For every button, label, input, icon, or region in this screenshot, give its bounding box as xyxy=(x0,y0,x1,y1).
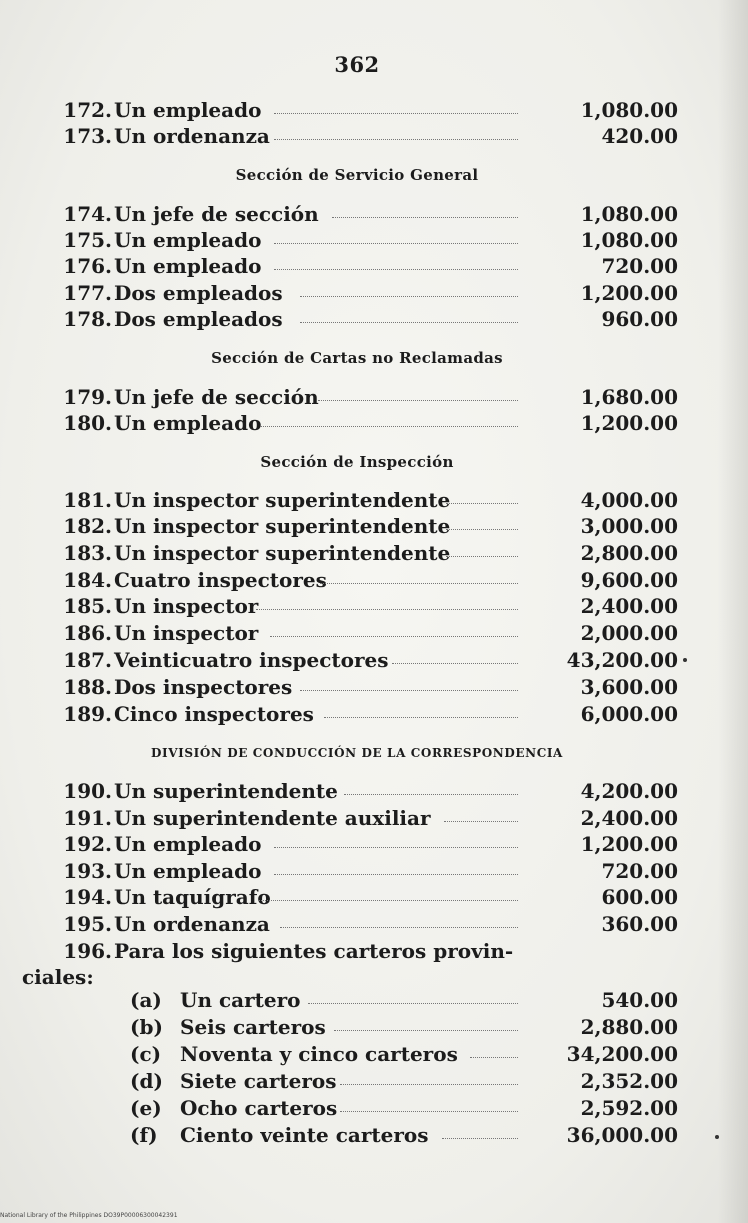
entry-number: 186. xyxy=(63,621,112,645)
entry-number: 177. xyxy=(63,281,112,305)
entry-description: Un ordenanza xyxy=(114,124,270,148)
dot-leader xyxy=(442,1138,518,1139)
entry-row xyxy=(52,912,678,938)
entry-amount: 960.00 xyxy=(601,307,678,331)
entry-description: Cinco inspectores xyxy=(114,702,314,726)
entry-description: Un inspector superintendente xyxy=(114,514,451,538)
entry-row xyxy=(52,806,678,832)
dot-leader xyxy=(258,900,518,901)
dot-leader xyxy=(334,1030,518,1031)
entry-number: 181. xyxy=(63,488,112,512)
entry-row xyxy=(52,307,678,333)
entry-number: 195. xyxy=(63,912,112,936)
sub-entry-amount: 2,592.00 xyxy=(580,1096,678,1120)
entry-row xyxy=(52,568,678,594)
entry-row xyxy=(52,702,678,728)
entry-row xyxy=(52,885,678,911)
dot-leader xyxy=(308,1003,518,1004)
entry-amount: 1,200.00 xyxy=(580,411,678,435)
sub-entry-description: Ocho carteros xyxy=(180,1096,338,1120)
entry-amount: 600.00 xyxy=(601,885,678,909)
entry-amount: 1,200.00 xyxy=(580,832,678,856)
entry-row-196 xyxy=(52,939,678,965)
sub-entry-letter: (b) xyxy=(130,1015,163,1039)
sub-entry-row xyxy=(52,1096,678,1122)
entry-row xyxy=(52,832,678,858)
dot-leader xyxy=(320,583,518,584)
sub-entry-letter: (d) xyxy=(130,1069,163,1093)
dot-leader xyxy=(392,663,518,664)
sub-entry-letter: (e) xyxy=(130,1096,162,1120)
section-heading: Sección de Servicio General xyxy=(235,166,479,184)
sub-entry-row xyxy=(52,1069,678,1095)
entry-row xyxy=(52,594,678,620)
entry-number: 188. xyxy=(63,675,112,699)
entry-row xyxy=(52,859,678,885)
entry-amount: 420.00 xyxy=(601,124,678,148)
sub-entry-description: Seis carteros xyxy=(180,1015,326,1039)
dot-leader xyxy=(446,529,518,530)
section-heading: Sección de Cartas no Reclamadas xyxy=(211,349,503,367)
print-speck xyxy=(683,658,687,662)
dot-leader xyxy=(318,400,518,401)
entry-amount: 1,680.00 xyxy=(580,385,678,409)
entry-number: 185. xyxy=(63,594,112,618)
dot-leader xyxy=(274,269,518,270)
entry-number: 193. xyxy=(63,859,112,883)
entry-amount: 3,600.00 xyxy=(580,675,678,699)
sub-entry-row xyxy=(52,1123,678,1149)
page-number: 362 xyxy=(334,52,380,77)
sub-entry-amount: 2,352.00 xyxy=(580,1069,678,1093)
entry-description: Un inspector xyxy=(114,594,259,618)
entry-amount: 720.00 xyxy=(601,254,678,278)
entry-number: 174. xyxy=(63,202,112,226)
entry-description: Veinticuatro inspectores xyxy=(114,648,389,672)
entry-amount: 1,080.00 xyxy=(580,202,678,226)
dot-leader xyxy=(446,556,518,557)
entry-description: Un superintendente auxiliar xyxy=(114,806,431,830)
dot-leader xyxy=(446,503,518,504)
entry-continuation: ciales: xyxy=(22,965,94,989)
entry-description: Un empleado xyxy=(114,228,262,252)
entry-description: Dos inspectores xyxy=(114,675,293,699)
sub-entry-row xyxy=(52,1042,678,1068)
dot-leader xyxy=(270,636,518,637)
entry-amount: 6,000.00 xyxy=(580,702,678,726)
entry-description: Para los siguientes carteros provin- xyxy=(114,939,514,963)
entry-number: 187. xyxy=(63,648,112,672)
sub-entry-row xyxy=(52,1015,678,1041)
entry-row xyxy=(52,621,678,647)
entry-description: Un empleado xyxy=(114,832,262,856)
dot-leader xyxy=(300,296,518,297)
entry-description: Un jefe de sección xyxy=(114,202,319,226)
entry-number: 173. xyxy=(63,124,112,148)
sub-entry-amount: 2,880.00 xyxy=(580,1015,678,1039)
sub-entry-row xyxy=(52,988,678,1014)
dot-leader xyxy=(274,874,518,875)
dot-leader xyxy=(280,927,518,928)
entry-number: 172. xyxy=(63,98,112,122)
entry-number: 194. xyxy=(63,885,112,909)
dot-leader xyxy=(340,1111,518,1112)
entry-description: Un inspector xyxy=(114,621,259,645)
entry-amount: 3,000.00 xyxy=(580,514,678,538)
sub-entry-letter: (c) xyxy=(130,1042,162,1066)
entry-row xyxy=(52,98,678,124)
entry-row xyxy=(52,281,678,307)
entry-number: 182. xyxy=(63,514,112,538)
entry-amount: 2,000.00 xyxy=(580,621,678,645)
entry-description: Un jefe de sección xyxy=(114,385,319,409)
entry-amount: 720.00 xyxy=(601,859,678,883)
entry-description: Dos empleados xyxy=(114,281,283,305)
entry-number: 184. xyxy=(63,568,112,592)
entry-number: 178. xyxy=(63,307,112,331)
entry-row xyxy=(52,648,678,674)
entry-description: Un ordenanza xyxy=(114,912,270,936)
entry-number: 180. xyxy=(63,411,112,435)
entry-number: 175. xyxy=(63,228,112,252)
entry-number: 183. xyxy=(63,541,112,565)
dot-leader xyxy=(300,690,518,691)
entry-row xyxy=(52,124,678,150)
dot-leader xyxy=(274,243,518,244)
scan-footer: National Library of the Philippines DO39P00006300042391 xyxy=(0,1212,178,1219)
dot-leader xyxy=(324,717,518,718)
sub-entry-description: Siete carteros xyxy=(180,1069,337,1093)
entry-number: 192. xyxy=(63,832,112,856)
entry-amount: 9,600.00 xyxy=(580,568,678,592)
entry-description: Un superintendente xyxy=(114,779,338,803)
entry-amount: 1,080.00 xyxy=(580,228,678,252)
dot-leader xyxy=(260,426,518,427)
entry-amount: 4,200.00 xyxy=(580,779,678,803)
sub-entry-description: Ciento veinte carteros xyxy=(180,1123,429,1147)
division-heading: DIVISIÓN DE CONDUCCIÓN DE LA CORRESPONDENCIA xyxy=(151,746,563,760)
entry-description: Dos empleados xyxy=(114,307,283,331)
entry-number: 196. xyxy=(63,939,112,963)
dot-leader xyxy=(274,847,518,848)
entry-row xyxy=(52,514,678,540)
entry-description: Un empleado xyxy=(114,859,262,883)
entry-description: Un taquígrafo xyxy=(114,885,271,909)
dot-leader xyxy=(344,794,518,795)
dot-leader xyxy=(332,217,518,218)
entry-amount: 360.00 xyxy=(601,912,678,936)
sub-entry-amount: 34,200.00 xyxy=(566,1042,678,1066)
entry-amount: 43,200.00 xyxy=(566,648,678,672)
entry-amount: 2,800.00 xyxy=(580,541,678,565)
entry-number: 189. xyxy=(63,702,112,726)
sub-entry-letter: (f) xyxy=(130,1123,158,1147)
entry-row xyxy=(52,779,678,805)
dot-leader xyxy=(256,609,518,610)
entry-amount: 1,080.00 xyxy=(580,98,678,122)
entry-row xyxy=(52,228,678,254)
entry-amount: 2,400.00 xyxy=(580,806,678,830)
entry-row xyxy=(52,385,678,411)
entry-amount: 4,000.00 xyxy=(580,488,678,512)
entry-row xyxy=(52,411,678,437)
entry-row xyxy=(52,541,678,567)
entry-row xyxy=(52,675,678,701)
entry-row xyxy=(52,488,678,514)
entry-number: 191. xyxy=(63,806,112,830)
entry-row xyxy=(52,202,678,228)
entry-row xyxy=(52,254,678,280)
entry-description: Un empleado xyxy=(114,411,262,435)
sub-entry-description: Un cartero xyxy=(180,988,301,1012)
entry-description: Un empleado xyxy=(114,254,262,278)
dot-leader xyxy=(470,1057,518,1058)
entry-number: 176. xyxy=(63,254,112,278)
entry-amount: 2,400.00 xyxy=(580,594,678,618)
sub-entry-letter: (a) xyxy=(130,988,162,1012)
sub-entry-amount: 540.00 xyxy=(601,988,678,1012)
dot-leader xyxy=(340,1084,518,1085)
entry-number: 190. xyxy=(63,779,112,803)
dot-leader xyxy=(444,821,518,822)
entry-description: Cuatro inspectores xyxy=(114,568,327,592)
dot-leader xyxy=(274,139,518,140)
section-heading: Sección de Inspección xyxy=(260,453,454,471)
print-speck xyxy=(715,1135,719,1139)
sub-entry-amount: 36,000.00 xyxy=(566,1123,678,1147)
entry-number: 179. xyxy=(63,385,112,409)
dot-leader xyxy=(274,113,518,114)
sub-entry-description: Noventa y cinco carteros xyxy=(180,1042,458,1066)
entry-description: Un empleado xyxy=(114,98,262,122)
entry-amount: 1,200.00 xyxy=(580,281,678,305)
entry-description: Un inspector superintendente xyxy=(114,541,451,565)
dot-leader xyxy=(300,322,518,323)
entry-description: Un inspector superintendente xyxy=(114,488,451,512)
